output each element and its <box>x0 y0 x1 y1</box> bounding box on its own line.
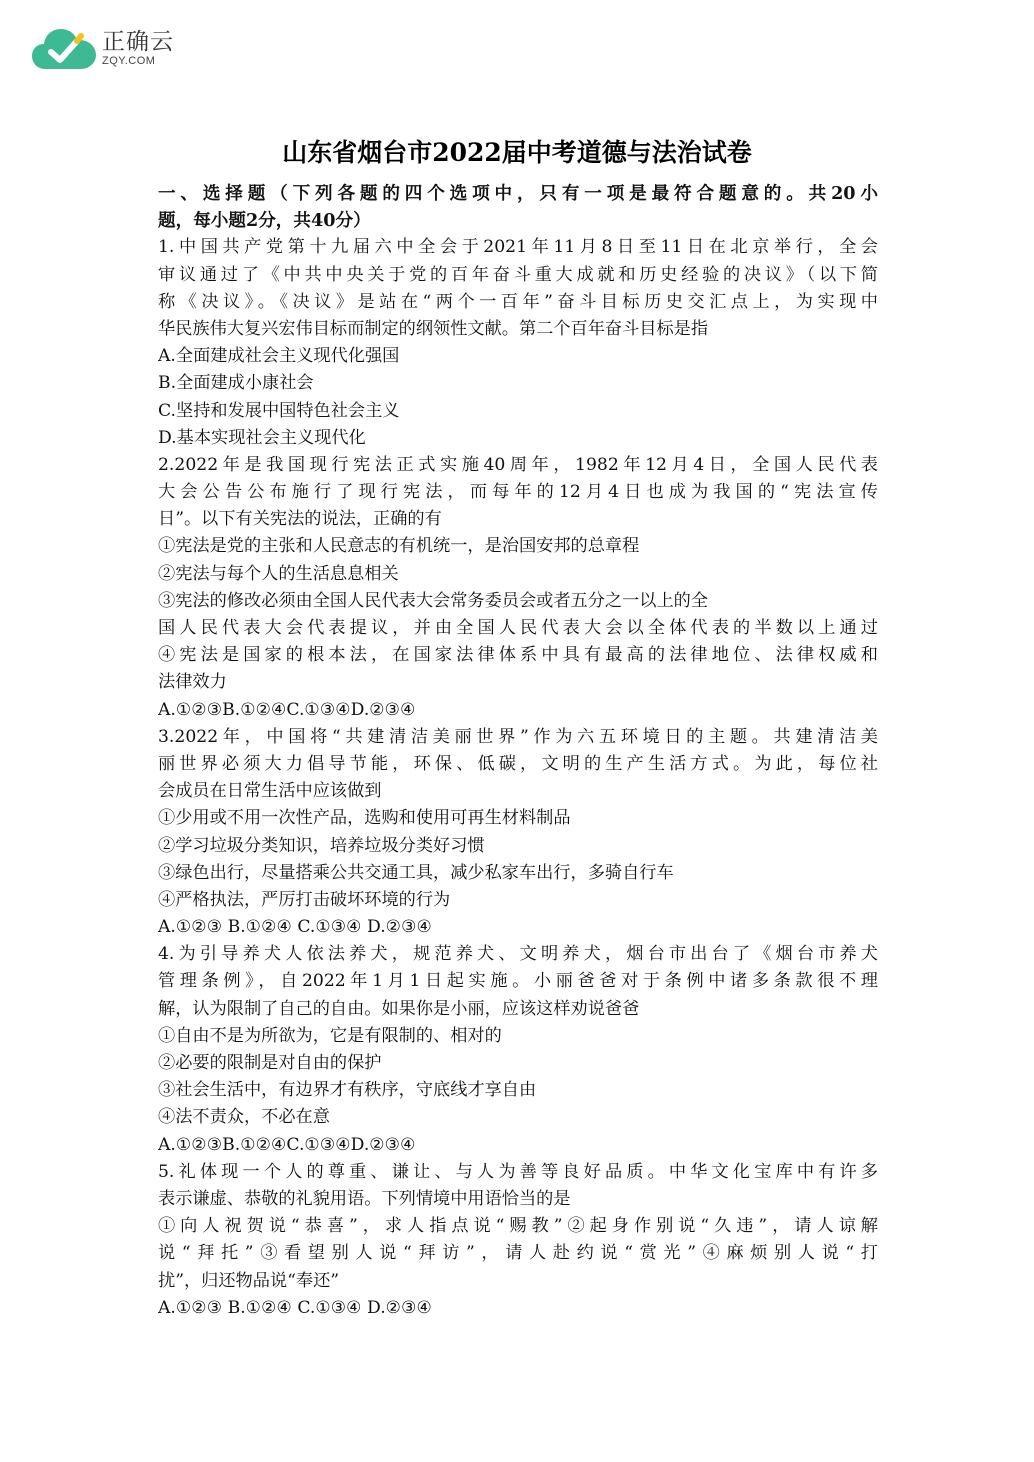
text-line: 5.礼体现一个人的尊重、谦让、与人为善等良好品质。中华文化宝库中有许多 <box>158 1161 878 1182</box>
exam-body <box>158 180 878 1322</box>
text-line: ③宪法的修改必须由全国人民代表大会常务委员会或者五分之一以上的全 <box>158 590 709 611</box>
text-line: 4.为引导养犬人依法养犬，规范养犬、文明养犬，烟台市出台了《烟台市养犬 <box>158 944 878 965</box>
section-heading-line: 一、选择题（下列各题的四个选项中，只有一项是最符合题意的。共20小 <box>158 183 878 204</box>
text-line: 法律效力 <box>158 672 227 693</box>
text-line: 会成员在日常生活中应该做到 <box>158 781 382 802</box>
text-line: 国人民代表大会代表提议，并由全国人民代表大会以全体代表的半数以上通过 <box>158 618 878 638</box>
text-line: 华民族伟大复兴宏伟目标而制定的纲领性文献。第二个百年奋斗目标是指 <box>158 318 709 339</box>
text-line: 说“拜托”③看望别人说“拜访”，请人赴约说“赏光”④麻烦别人说“打 <box>158 1243 878 1264</box>
text-line: ③社会生活中，有边界才有秩序，守底线才享自由 <box>158 1080 537 1101</box>
text-line: 审议通过了《中共中央关于党的百年奋斗重大成就和历史经验的决议》（以下简 <box>158 264 878 285</box>
text-line: 解，认为限制了自己的自由。如果你是小丽，应该这样劝说爸爸 <box>158 998 640 1019</box>
cloud-check-icon <box>30 23 98 73</box>
text-line: C.坚持和发展中国特色社会主义 <box>158 400 400 421</box>
page-title: 山东省烟台市2022届中考道德与法治试卷 <box>282 138 752 167</box>
text-line: ①少用或不用一次性产品，选购和使用可再生材料制品 <box>158 808 571 829</box>
brand-text <box>102 29 174 68</box>
text-line: ④严格执法，严厉打击破坏环境的行为 <box>158 889 451 910</box>
text-line: A.①②③B.①②④C.①③④D.②③④ <box>158 1134 416 1155</box>
text-line: ①自由不是为所欲为，它是有限制的、相对的 <box>158 1025 502 1046</box>
text-line: 1.中国共产党第十九届六中全会于2021年11月8日至11日在北京举行，全会 <box>158 237 878 258</box>
section-heading-line: 题，每小题2分，共40分） <box>158 210 371 232</box>
text-line: 3.2022年，中国将“共建清洁美丽世界”作为六五环境日的主题。共建清洁美 <box>158 726 878 747</box>
text-line: ②宪法与每个人的生活息息相关 <box>158 563 399 584</box>
text-line: ②学习垃圾分类知识，培养垃圾分类好习惯 <box>158 835 485 856</box>
text-line: 2.2022年是我国现行宪法正式实施40周年，1982年12月4日，全国人民代表 <box>158 454 878 475</box>
text-line: ④法不责众，不必在意 <box>158 1107 330 1128</box>
text-line: 丽世界必须大力倡导节能，环保、低碳，文明的生产生活方式。为此，每位社 <box>158 753 878 774</box>
brand-logo[interactable] <box>30 22 174 74</box>
text-line: A.①②③B.①②④C.①③④D.②③④ <box>158 699 416 720</box>
brand-name-cn: 正确云 <box>102 28 174 55</box>
text-line: A.①②③ B.①②④ C.①③④ D.②③④ <box>158 917 432 938</box>
text-line: 扰”，归还物品说“奉还” <box>158 1270 340 1291</box>
text-line: 管理条例》，自2022年1月1日起实施。小丽爸爸对于条例中诸多条款很不理 <box>158 971 878 992</box>
text-line: ③绿色出行，尽量搭乘公共交通工具，减少私家车出行，多骑自行车 <box>158 862 674 883</box>
text-line: B.全面建成小康社会 <box>158 373 314 394</box>
text-line: ②必要的限制是对自由的保护 <box>158 1053 382 1073</box>
text-line: ①宪法是党的主张和人民意志的有机统一，是治国安邦的总章程 <box>158 536 640 557</box>
text-line: ①向人祝贺说“恭喜”，求人指点说“赐教”②起身作别说“久违”，请人谅解 <box>158 1216 878 1237</box>
text-line: ④宪法是国家的根本法，在国家法律体系中具有最高的法律地位、法律权威和 <box>158 645 878 666</box>
brand-name-en: ZQY.COM <box>102 54 156 67</box>
text-line: A.全面建成社会主义现代化强国 <box>158 346 400 367</box>
text-line: 表示谦虚、恭敬的礼貌用语。下列情境中用语恰当的是 <box>158 1188 571 1209</box>
text-line: 大会公告公布施行了现行宪法，而每年的12月4日也成为我国的“宪法宣传 <box>158 482 878 503</box>
text-line: D.基本实现社会主义现代化 <box>158 427 366 448</box>
text-line: 称《决议》。《决议》是站在“两个一百年”奋斗目标历史交汇点上，为实现中 <box>158 291 878 312</box>
text-line: 日”。以下有关宪法的说法，正确的有 <box>158 509 442 530</box>
text-line: A.①②③ B.①②④ C.①③④ D.②③④ <box>158 1297 432 1318</box>
